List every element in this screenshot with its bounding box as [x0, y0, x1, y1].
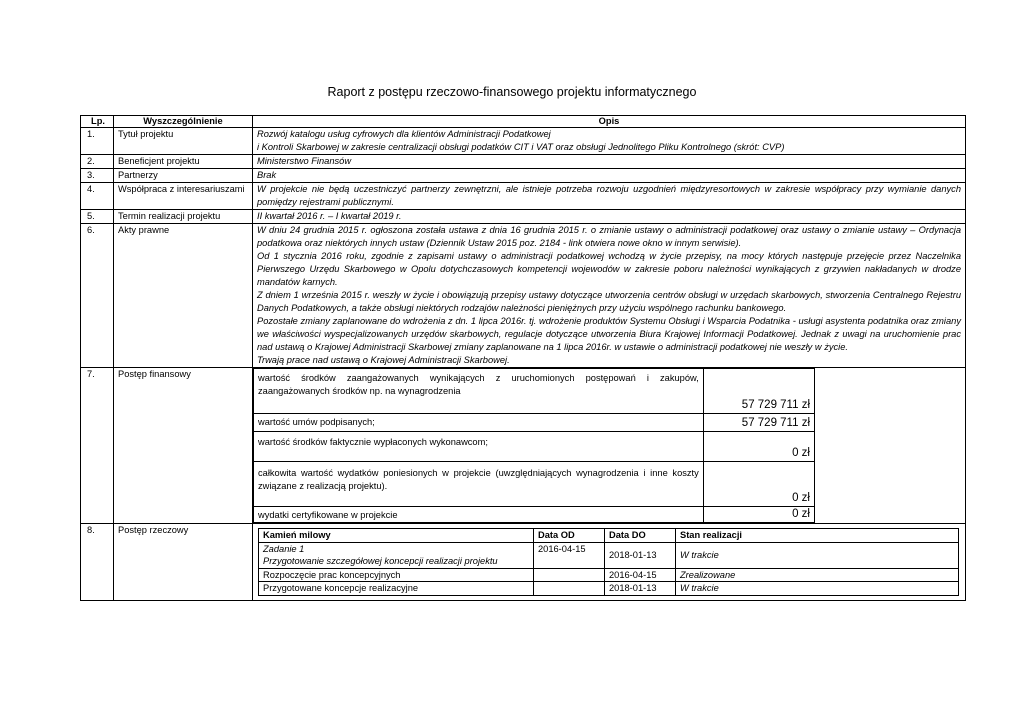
row-desc: [253, 169, 966, 183]
desc-line: i Kontroli Skarbowej w zakresie centralizacji obsługi podatków CIT i VAT oraz obsługi Jednolitego Pliku Kontrolnego (skrót: CVP): [257, 142, 785, 152]
table-row: [81, 155, 966, 169]
header-date-to: Data DO: [605, 529, 676, 543]
finance-value: 57 729 711 zł: [703, 369, 814, 414]
milestone-status: W trakcie: [676, 542, 959, 568]
milestone-name: Rozpoczęcie prac koncepcyjnych: [259, 568, 534, 582]
desc-line: Brak: [257, 170, 277, 180]
page-title: Raport z postępu rzeczowo-finansowego projektu informatycznego: [327, 85, 697, 99]
milestone-status: W trakcie: [676, 582, 959, 596]
header-item: Wyszczególnienie: [114, 116, 253, 128]
row-item: Współpraca z interesariuszami: [114, 183, 253, 210]
finance-label: całkowita wartość wydatków poniesionych w projekcie (uwzględniających wynagrodzenia i inne koszty związane z realizacją projektu).: [254, 462, 704, 507]
milestones-cell: [253, 524, 966, 601]
finance-value: 0 zł: [703, 432, 814, 462]
desc-line: Z dniem 1 września 2015 r. weszły w życie i obowiązują przepisy ustawy dotyczące utworzenia centrów obsługi w urzędach skarbowych, stworzenia Centralnego Rejestru Danych Podatkowych, a także obsługi niektórych rodzajów należności pieniężnych przy użyciu wspólnego rachunku bankowego.: [257, 290, 961, 313]
header-milestone: Kamień milowy: [259, 529, 534, 543]
row-lp: 1.: [81, 128, 114, 155]
milestone-date-to: 2016-04-15: [605, 568, 676, 582]
finance-label: wartość umów podpisanych;: [254, 414, 704, 432]
finance-label: wydatki certyfikowane w projekcie: [254, 507, 704, 523]
desc-line: W projekcie nie będą uczestniczyć partnerzy zewnętrzni, ale istnieje potrzeba rozwoju uzgodnień międzyresortowych w zakresie współpracy przy wymianie danych pomiędzy rejestrami publicznymi.: [257, 184, 961, 207]
desc-line: Trwają prace nad ustawą o Krajowej Administracji Skarbowej.: [257, 355, 510, 365]
desc-line: II kwartał 2016 r. – I kwartał 2019 r.: [257, 211, 402, 221]
milestone-status: Zrealizowane: [676, 568, 959, 582]
table-row: [81, 368, 966, 524]
row-item: Partnerzy: [114, 169, 253, 183]
finance-row: [254, 414, 815, 432]
finance-row: [254, 432, 815, 462]
milestones-header-row: [259, 529, 959, 543]
header-desc: Opis: [253, 116, 966, 128]
finance-value: 0 zł: [703, 507, 814, 523]
milestone-date-to: 2018-01-13: [605, 582, 676, 596]
row-item: Postęp rzeczowy: [114, 524, 253, 601]
row-item: Tytuł projektu: [114, 128, 253, 155]
header-status: Stan realizacji: [676, 529, 959, 543]
row-item: Termin realizacji projektu: [114, 210, 253, 224]
row-lp: 6.: [81, 224, 114, 368]
row-lp: 2.: [81, 155, 114, 169]
finance-value: 57 729 711 zł: [703, 414, 814, 432]
row-desc: [253, 210, 966, 224]
milestone-row: [259, 582, 959, 596]
table-row: [81, 128, 966, 155]
row-lp: 4.: [81, 183, 114, 210]
milestone-date-from: [534, 568, 605, 582]
table-row: [81, 224, 966, 368]
row-lp: 3.: [81, 169, 114, 183]
row-desc: [253, 128, 966, 155]
table-row: [81, 524, 966, 601]
row-lp: 7.: [81, 368, 114, 524]
finance-row: [254, 462, 815, 507]
desc-line: Ministerstwo Finansów: [257, 156, 352, 166]
table-row: [81, 169, 966, 183]
row-desc: [253, 224, 966, 368]
table-header-row: [81, 116, 966, 128]
milestone-row: [259, 542, 959, 568]
finance-row: [254, 507, 815, 523]
row-desc: [253, 183, 966, 210]
milestone-name: Przygotowane koncepcje realizacyjne: [259, 582, 534, 596]
table-row: [81, 210, 966, 224]
finance-row: [254, 369, 815, 414]
finance-table: [253, 368, 815, 523]
desc-line: W dniu 24 grudnia 2015 r. ogłoszona została ustawa z dnia 16 grudnia 2015 r. o zmianie ustawy o administracji podatkowej oraz ustawy o zmianie ustawy – Ordynacja podatkowa oraz niektórych innych ustaw (Dziennik Ustaw 2015 poz. 2184 - link otwiera nowe okno w innym serwisie).: [257, 225, 961, 248]
finance-value: 0 zł: [703, 462, 814, 507]
finance-cell: [253, 368, 966, 524]
header-date-from: Data OD: [534, 529, 605, 543]
milestone-date-from: 2016-04-15: [534, 542, 605, 568]
milestone-date-to: 2018-01-13: [605, 542, 676, 568]
finance-label: wartość środków zaangażowanych wynikających z uruchomionych postępowań i zakupów, zaangażowanych środków np. na wynagrodzenia: [254, 369, 704, 414]
milestone-date-from: [534, 582, 605, 596]
report-table: [80, 115, 966, 601]
desc-line: Od 1 stycznia 2016 roku, zgodnie z zapisami ustawy o administracji podatkowej wchodzą w życie przepisy, na mocy których następuje przejęcie przez Naczelnika Pierwszego Urzędu Skarbowego w Opolu dotychczasowych kompetencji wojewodów w zakresie poboru należności wynikających z grzywien nakładanych w drodze mandatów karnych.: [257, 251, 961, 287]
milestones-table: [258, 528, 959, 596]
row-desc: [253, 155, 966, 169]
row-item: Postęp finansowy: [114, 368, 253, 524]
desc-line: Rozwój katalogu usług cyfrowych dla klientów Administracji Podatkowej: [257, 129, 551, 139]
finance-label: wartość środków faktycznie wypłaconych wykonawcom;: [254, 432, 704, 462]
table-row: [81, 183, 966, 210]
row-item: Akty prawne: [114, 224, 253, 368]
milestone-name: Zadanie 1 Przygotowanie szczegółowej koncepcji realizacji projektu: [259, 542, 534, 568]
header-lp: Lp.: [81, 116, 114, 128]
milestone-row: [259, 568, 959, 582]
desc-line: Pozostałe zmiany zaplanowane do wdrożenia z dn. 1 lipca 2016r. tj. wdrożenie produktów Systemu Obsługi i Wsparcia Podatnika - usługi asystenta podatnika oraz zmiany we właściwości wyspecjalizowanych urzędów skarbowych, regulacje dotyczące utworzenia Biura Krajowej Informacji Podatkowej. Jednak z uwagi na uruchomienie prac nad ustawą o Krajowej Administracji Skarbowej zmiany zaplanowane na 1 lipca 2016r. w ustawie o administracji podatkowej nie weszły w życie.: [257, 316, 961, 352]
row-lp: 5.: [81, 210, 114, 224]
row-item: Beneficjent projektu: [114, 155, 253, 169]
row-lp: 8.: [81, 524, 114, 601]
